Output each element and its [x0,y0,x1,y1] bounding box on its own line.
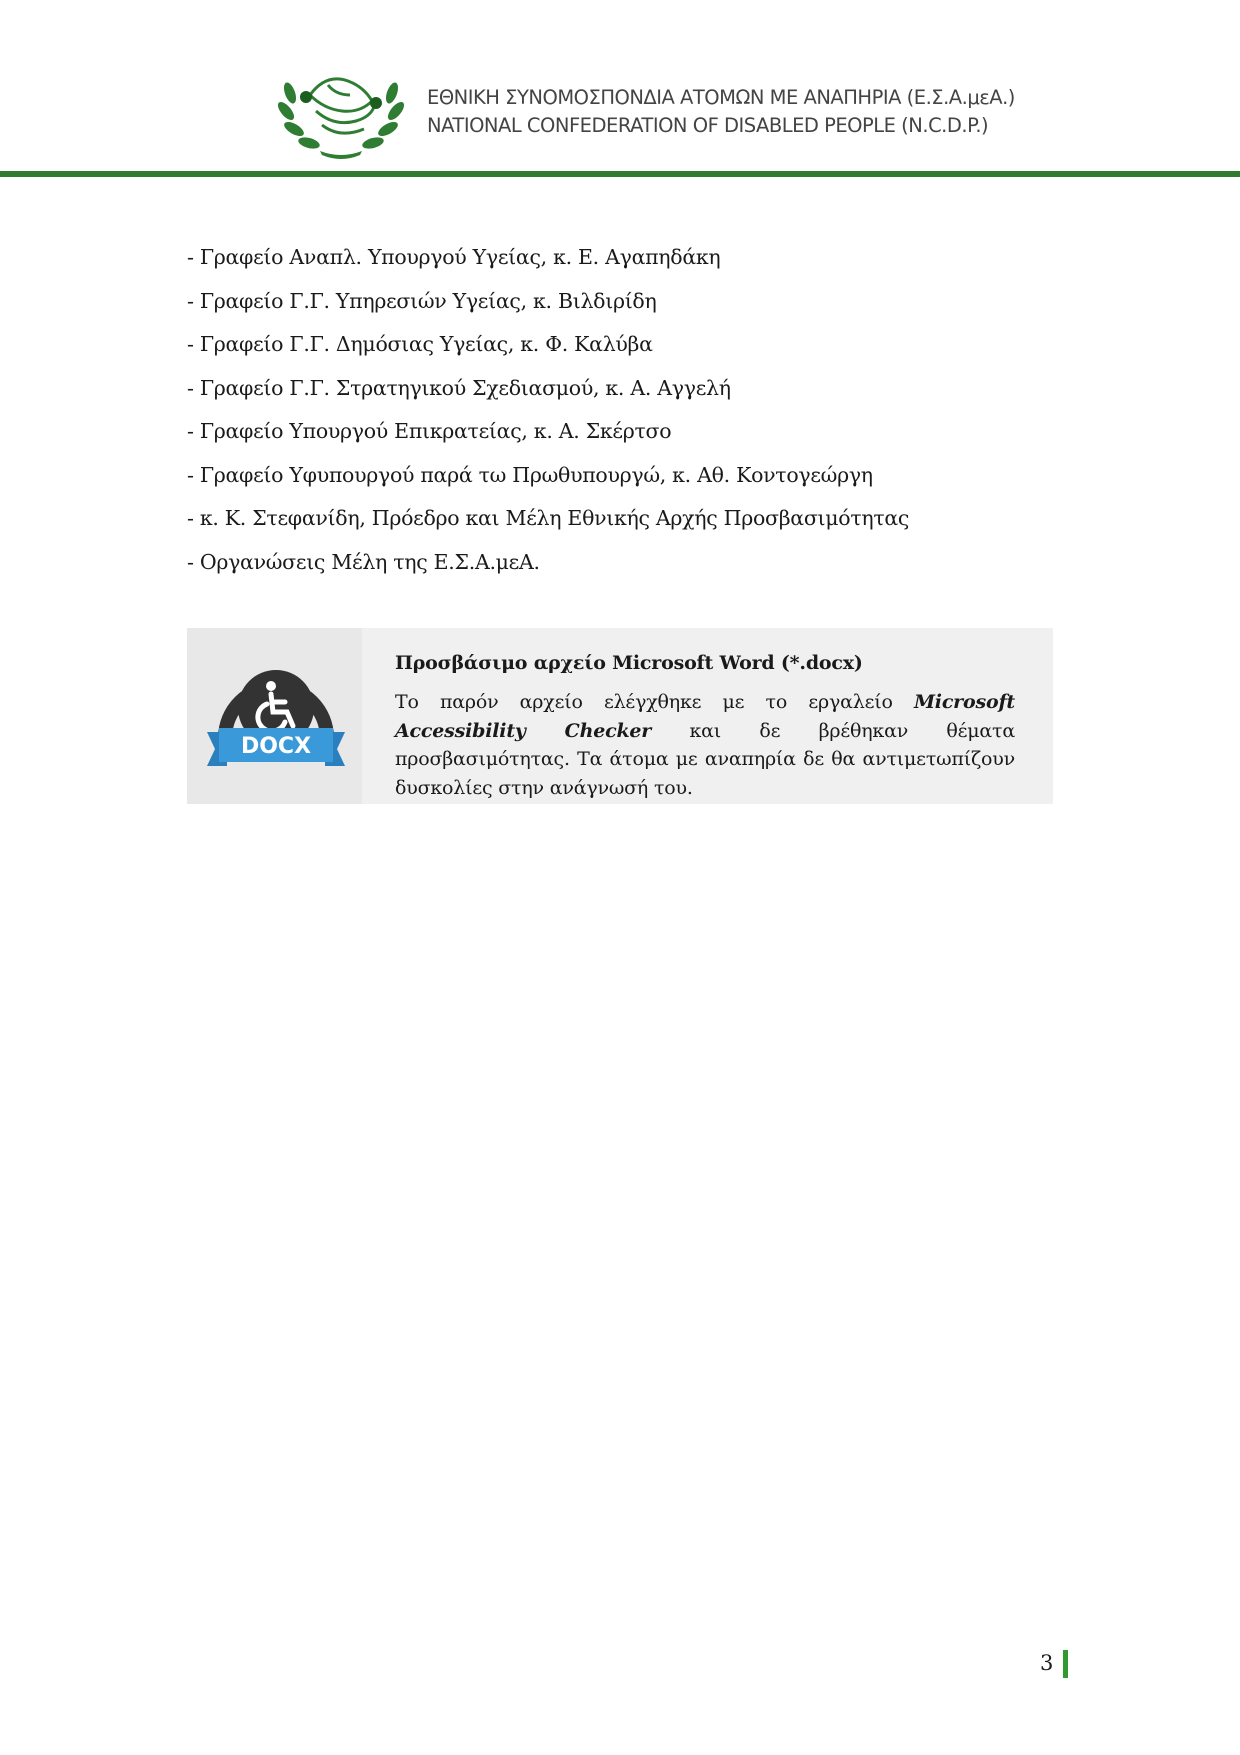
accessibility-notice-body [395,688,1015,802]
list-item: - κ. Κ. Στεφανίδη, Πρόεδρο και Μέλη Εθνικής Αρχής Προσβασιμότητας [187,506,910,530]
tool-name: Microsoft Accessibility Checker [395,691,1015,742]
organization-name-english: NATIONAL CONFEDERATION OF DISABLED PEOPLE (N.C.D.P.) [427,114,989,137]
header-divider [0,171,1240,177]
page-number-accent-bar [1063,1650,1068,1678]
organization-name [427,86,1015,137]
body-text-post: και δε βρέθηκαν θέματα προσβασιμότητας. Τα άτομα με αναπηρία δε θα αντιμετωπίζουν δυσκολίες στην ανάγνωσή του. [395,719,1015,799]
recipient-list [187,236,909,584]
list-item: - Γραφείο Υφυπουργού παρά τω Πρωθυπουργώ, κ. Αθ. Κοντογεώργη [187,462,873,487]
badge-label: DOCX [240,734,312,759]
wheelchair-accessibility-icon [205,644,347,780]
list-item: - Οργανώσεις Μέλη της Ε.Σ.Α.μεΑ. [187,549,540,574]
body-text-pre: Το παρόν αρχείο ελέγχθηκε με το εργαλείο [395,691,914,713]
list-item: - Γραφείο Γ.Γ. Στρατηγικού Σχεδιασμού, κ. Α. Αγγελή [187,375,731,400]
accessibility-notice [187,628,1053,804]
list-item: - Γραφείο Αναπλ. Υπουργού Υγείας, κ. Ε. Αγαπηδάκη [187,245,721,269]
list-item: - Γραφείο Γ.Γ. Υπηρεσιών Υγείας, κ. Βιλδιρίδη [187,288,657,313]
list-item: - Γραφείο Γ.Γ. Δημόσιας Υγείας, κ. Φ. Καλύβα [187,332,653,356]
page-number: 3 [1040,1651,1054,1675]
accessibility-badge-cell [187,628,362,804]
list-item: - Γραφείο Υπουργού Επικρατείας, κ. Α. Σκέρτσο [187,419,672,443]
accessibility-notice-text [395,652,1015,802]
accessibility-notice-title: Προσβάσιμο αρχείο Microsoft Word (*.docx) [395,652,863,674]
organization-name-greek: ΕΘΝΙΚΗ ΣΥΝΟΜΟΣΠΟΝΔΙΑ ΑΤΟΜΩΝ ΜΕ ΑΝΑΠΗΡΙΑ (Ε.Σ.Α.μεΑ.) [427,86,1015,109]
organization-logo-icon [276,55,406,163]
page-header [0,0,1240,178]
